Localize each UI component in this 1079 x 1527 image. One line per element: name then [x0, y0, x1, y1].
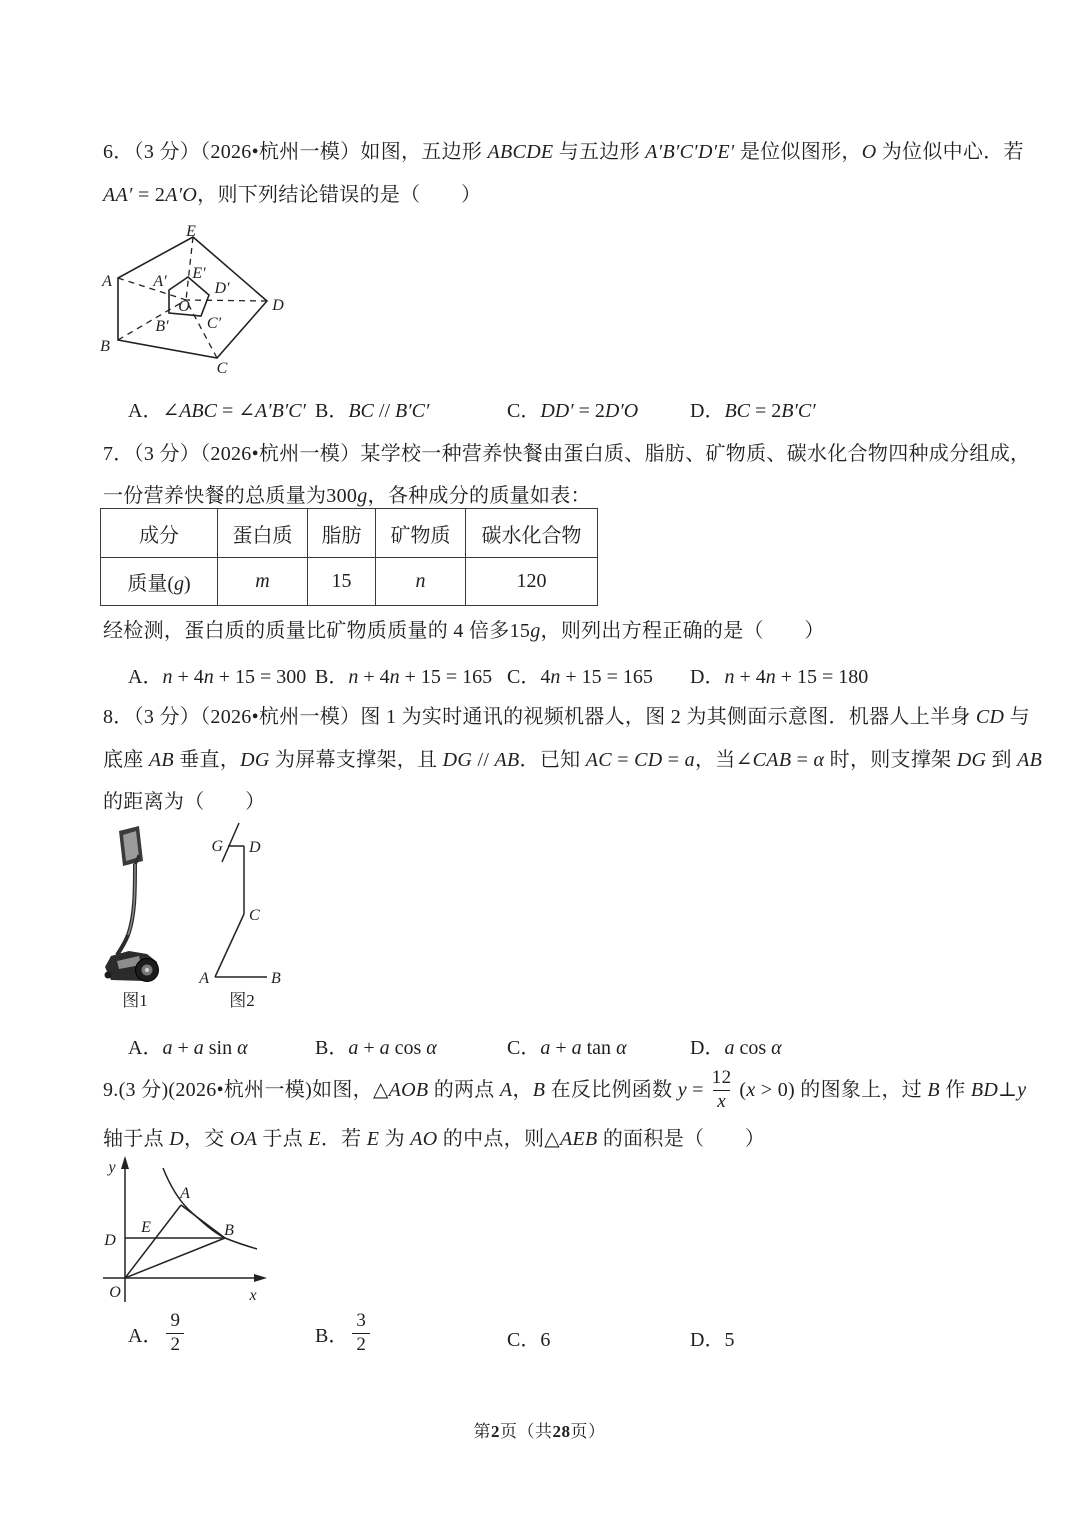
- text-segment: CD: [634, 749, 663, 771]
- q6-pentagon-figure: [90, 224, 290, 376]
- text-segment: a: [162, 1037, 173, 1059]
- text-segment: D．5: [690, 1329, 735, 1351]
- label-D: D: [104, 1232, 116, 1249]
- text-segment: B′C′: [395, 400, 430, 422]
- similarity-rays: [118, 237, 267, 358]
- text-segment: n: [724, 666, 735, 688]
- text-segment: n: [203, 666, 214, 688]
- q8-text-line1: [103, 704, 1030, 730]
- text-segment: 是位似图形，: [734, 141, 862, 163]
- q9-options-row: [0, 1308, 1079, 1366]
- text-segment: A′B′C′: [255, 400, 306, 422]
- text-segment: y: [677, 1079, 687, 1102]
- text-segment: g: [357, 485, 368, 507]
- text-segment: n: [348, 666, 359, 688]
- text-segment: AB: [148, 749, 174, 771]
- cell-fat-mass: [308, 558, 376, 606]
- label-y: y: [108, 1159, 116, 1176]
- text-segment: 为位似中心．若: [876, 141, 1024, 163]
- text-segment: +: [358, 1037, 380, 1059]
- text-segment: ，: [512, 1079, 533, 1102]
- text-segment: E: [308, 1128, 321, 1150]
- text-segment: D．: [690, 666, 725, 688]
- text-segment: +: [550, 1037, 572, 1059]
- text-segment: 于点: [257, 1128, 309, 1150]
- text-segment: B．: [315, 400, 349, 422]
- text-segment: tan: [581, 1037, 617, 1059]
- text-segment: α: [426, 1037, 437, 1059]
- caption-fig2: 图2: [229, 991, 255, 1010]
- q9-text-line1: [103, 1067, 1026, 1114]
- text-segment: AB: [1017, 749, 1043, 771]
- text-segment: 一份营养快餐的总质量为300: [103, 485, 358, 507]
- x-axis-arrow: [254, 1274, 267, 1282]
- q9-option-b: [315, 1310, 374, 1357]
- text-segment: 的两点: [428, 1079, 500, 1102]
- text-segment: (: [739, 1079, 747, 1102]
- text-segment: α: [771, 1037, 782, 1059]
- label-O: O: [178, 298, 190, 315]
- text-segment: A．: [128, 1037, 163, 1059]
- label-B: B: [271, 970, 281, 987]
- text-segment: > 0) 的图象上，过: [755, 1079, 928, 1102]
- header-mineral: 矿物质: [376, 509, 466, 558]
- text-segment: //: [472, 749, 495, 771]
- text-segment: //: [373, 400, 396, 422]
- text-segment: B: [927, 1079, 940, 1102]
- text-segment: D．: [690, 1037, 725, 1059]
- header-protein: 蛋白质: [218, 509, 308, 558]
- text-segment: A′O: [165, 184, 198, 206]
- text-segment: AOB: [388, 1079, 429, 1102]
- text-segment: DD′: [540, 400, 574, 422]
- text-segment: cos: [734, 1037, 772, 1059]
- text-segment: =: [686, 1079, 704, 1102]
- q7-options-row: [0, 660, 1079, 688]
- text-segment: 第: [473, 1422, 491, 1441]
- text-segment: a: [684, 749, 695, 771]
- text-segment: ，交: [183, 1128, 230, 1150]
- text-segment: AEB: [559, 1128, 598, 1150]
- q7-option-a: [128, 660, 306, 689]
- table-value-row: [101, 558, 598, 606]
- text-segment: m: [255, 570, 270, 592]
- robot-photo: [105, 826, 159, 982]
- q6-text-line1: [103, 139, 1024, 165]
- text-segment: cos: [389, 1037, 427, 1059]
- text-segment: 页）: [570, 1422, 606, 1441]
- text-segment: ⊥: [998, 1079, 1018, 1102]
- text-segment: ): [184, 573, 191, 595]
- text-segment: + 4: [734, 666, 766, 688]
- fraction-numerator: 3: [356, 1310, 366, 1331]
- text-segment: 15: [331, 570, 352, 592]
- q7-text-line1: [103, 441, 1030, 467]
- label-B: B: [100, 338, 110, 355]
- text-segment: 为屏幕支撑架，且: [269, 749, 443, 771]
- q9-option-a: [128, 1310, 188, 1357]
- axes: [103, 1160, 261, 1302]
- text-segment: 轴于点: [103, 1128, 170, 1150]
- text-segment: =: [791, 749, 814, 771]
- text-segment: BC: [348, 400, 374, 422]
- text-segment: 为: [379, 1128, 411, 1150]
- page-footer: [0, 1417, 1079, 1442]
- text-segment: a: [193, 1037, 204, 1059]
- label-B: B: [224, 1222, 234, 1239]
- text-segment: ，则下列结论错误的是（ ）: [197, 184, 482, 206]
- text-segment: + 4: [358, 666, 390, 688]
- label-A-prime: A′: [153, 273, 167, 290]
- text-segment: sin: [203, 1037, 238, 1059]
- text-segment: n: [550, 666, 561, 688]
- text-segment: + 15 = 165: [399, 666, 493, 688]
- text-segment: 底座: [103, 749, 149, 771]
- text-segment: 的面积是（ ）: [597, 1128, 766, 1150]
- text-segment: E: [366, 1128, 380, 1150]
- label-B-prime: B′: [155, 318, 169, 335]
- cell-protein-mass: [218, 558, 308, 606]
- text-segment: 质量(: [127, 573, 174, 595]
- text-segment: x: [746, 1079, 756, 1102]
- text-segment: ，各种成分的质量如表：: [367, 485, 591, 507]
- label-D-prime: D′: [214, 280, 230, 297]
- q7-option-c: [507, 660, 653, 689]
- label-O: O: [109, 1284, 121, 1301]
- text-segment: AO: [410, 1128, 438, 1150]
- q9-line1-part2: [739, 1077, 1026, 1103]
- q9-option-a-label: A．: [128, 1324, 163, 1347]
- text-segment: α: [237, 1037, 248, 1059]
- text-segment: n: [765, 666, 776, 688]
- text-segment: 时，则支撑架: [824, 749, 957, 771]
- text-segment: =: [662, 749, 685, 771]
- triangle-lines: [125, 1205, 225, 1278]
- outer-pentagon: [118, 237, 267, 358]
- text-segment: α: [616, 1037, 627, 1059]
- label-G: G: [211, 838, 223, 855]
- text-segment: + 15 = 300: [213, 666, 307, 688]
- text-segment: g: [174, 573, 184, 595]
- fraction-numerator: 9: [170, 1310, 180, 1331]
- q9-graph-figure: [85, 1152, 285, 1310]
- text-segment: a: [348, 1037, 359, 1059]
- text-segment: A′B′C′D′E′: [645, 141, 735, 163]
- text-segment: 7．（3 分）（2026•杭州一模）某学校一种营养快餐由蛋白质、脂肪、矿物质、碳水化合物四种成分组成，: [103, 443, 1031, 465]
- text-segment: AC: [585, 749, 612, 771]
- text-segment: B．: [315, 666, 349, 688]
- nutrition-table: [100, 508, 598, 606]
- text-segment: 作: [939, 1079, 971, 1102]
- text-segment: = 2: [573, 400, 605, 422]
- q9-line1-part1: [103, 1077, 704, 1103]
- text-segment: 到: [986, 749, 1018, 771]
- hyperbola-curve: [163, 1168, 257, 1249]
- text-segment: ．已知: [519, 749, 586, 771]
- q6-option-d: [690, 394, 816, 423]
- text-segment: BC: [724, 400, 751, 422]
- label-C: C: [249, 907, 260, 924]
- text-segment: 垂直，: [173, 749, 241, 771]
- label-A: A: [102, 273, 112, 290]
- text-segment: D．: [690, 400, 725, 422]
- text-segment: B′C′: [781, 400, 816, 422]
- q8-option-c: [507, 1031, 627, 1060]
- text-segment: B．: [315, 1037, 349, 1059]
- y-axis-arrow: [121, 1156, 129, 1169]
- text-segment: B: [532, 1079, 546, 1102]
- header-fat: 脂肪: [308, 509, 376, 558]
- q9-function-fraction: [708, 1067, 736, 1114]
- q9-option-b-label: B．: [315, 1324, 349, 1347]
- text-segment: = 2: [132, 184, 166, 206]
- text-segment: D: [169, 1128, 184, 1150]
- text-segment: A: [499, 1079, 513, 1102]
- text-segment: 6．（3 分）（2026•杭州一模）如图，五边形: [103, 141, 488, 163]
- text-segment: 页（共: [500, 1422, 553, 1441]
- label-A: A: [180, 1185, 190, 1202]
- text-segment: + 4: [172, 666, 204, 688]
- q9-option-c: [507, 1323, 550, 1352]
- text-segment: a: [379, 1037, 390, 1059]
- label-D: D: [272, 297, 284, 314]
- label-D: D: [249, 839, 261, 856]
- text-segment: OA: [229, 1128, 258, 1150]
- q9-text-line2: [103, 1126, 765, 1152]
- text-segment: 的中点，则△: [437, 1128, 560, 1150]
- text-segment: +: [172, 1037, 194, 1059]
- text-segment: α: [813, 749, 825, 771]
- text-segment: a: [571, 1037, 582, 1059]
- q8-text-line2: [103, 747, 1042, 773]
- q9-option-b-fraction: [352, 1310, 370, 1357]
- q8-options-row: [0, 1031, 1079, 1059]
- text-segment: y: [1017, 1079, 1027, 1102]
- text-segment: = 2: [750, 400, 782, 422]
- text-segment: C．: [507, 1037, 541, 1059]
- text-segment: ，则列出方程正确的是（ ）: [540, 620, 825, 642]
- text-segment: O: [861, 141, 877, 163]
- text-segment: g: [530, 620, 541, 642]
- text-segment: 在反比例函数: [545, 1079, 678, 1102]
- q9-option-d: [690, 1323, 734, 1352]
- header-component: 成分: [101, 509, 218, 558]
- text-segment: n: [389, 666, 400, 688]
- q6-option-b: [315, 394, 429, 423]
- text-segment: ABCDE: [487, 141, 554, 163]
- text-segment: a: [724, 1037, 735, 1059]
- q7-option-b: [315, 660, 492, 689]
- q7-text-line2: [103, 483, 591, 509]
- label-E-prime: E′: [192, 265, 206, 282]
- q6-option-c: [507, 394, 638, 423]
- q7-text-line3: [103, 618, 825, 644]
- text-segment: a: [540, 1037, 551, 1059]
- text-segment: A．∠: [128, 400, 180, 422]
- fraction-denominator: 2: [166, 1333, 184, 1357]
- text-segment: 与: [1004, 706, 1030, 728]
- text-segment: 28: [552, 1422, 571, 1441]
- fraction-denominator: x: [713, 1090, 730, 1114]
- caption-fig1: 图1: [122, 991, 148, 1010]
- q8-text-line3: [103, 789, 265, 815]
- label-E: E: [141, 1219, 151, 1236]
- text-segment: 经检测，蛋白质的质量比矿物质质量的 4 倍多15: [103, 620, 531, 642]
- text-segment: D′O: [604, 400, 639, 422]
- fraction-numerator: 12: [711, 1067, 732, 1088]
- q6-text-line2: [103, 182, 481, 208]
- text-segment: n: [415, 570, 426, 592]
- fraction-denominator: 2: [352, 1333, 370, 1357]
- text-segment: DG: [956, 749, 987, 771]
- q7-option-d: [690, 660, 868, 689]
- text-segment: DG: [442, 749, 473, 771]
- text-segment: + 15 = 165: [560, 666, 653, 688]
- text-segment: 120: [516, 570, 547, 592]
- label-C-prime: C′: [206, 315, 222, 332]
- q6-options-row: [0, 394, 1079, 422]
- text-segment: ．若: [320, 1128, 367, 1150]
- text-segment: ABC: [179, 400, 217, 422]
- cell-mass-label: [101, 558, 218, 606]
- text-segment: C．4: [507, 666, 551, 688]
- header-carbohydrate: 碳水化合物: [466, 509, 598, 558]
- q8-option-b: [315, 1031, 437, 1060]
- q8-figures: [95, 813, 315, 1013]
- text-segment: CAB: [752, 749, 792, 771]
- label-x: x: [249, 1287, 257, 1304]
- text-segment: n: [162, 666, 173, 688]
- text-segment: C．: [507, 400, 541, 422]
- text-segment: AA′: [103, 184, 133, 206]
- q8-option-a: [128, 1031, 248, 1060]
- text-segment: DG: [240, 749, 270, 771]
- text-segment: + 15 = 180: [775, 666, 869, 688]
- label-C: C: [216, 360, 228, 376]
- text-segment: CD: [975, 706, 1005, 728]
- q8-option-d: [690, 1031, 782, 1060]
- table-header-row: [101, 509, 598, 558]
- text-segment: 8．（3 分）（2026•杭州一模）图 1 为实时通讯的视频机器人，图 2 为其侧面示意图．机器人上半身: [103, 706, 976, 728]
- text-segment: ，当∠: [694, 749, 753, 771]
- q9-option-a-fraction: [166, 1310, 184, 1357]
- text-segment: 与五边形: [553, 141, 646, 163]
- text-segment: C．6: [507, 1329, 551, 1351]
- text-segment: =: [611, 749, 635, 771]
- label-A: A: [199, 970, 209, 987]
- text-segment: = ∠: [216, 400, 256, 422]
- label-E: E: [186, 224, 196, 240]
- cell-carb-mass: [466, 558, 598, 606]
- cell-mineral-mass: [376, 558, 466, 606]
- text-segment: 的距离为（ ）: [103, 791, 266, 813]
- text-segment: AB: [494, 749, 520, 771]
- text-segment: BD: [970, 1079, 999, 1102]
- text-segment: 2: [491, 1422, 500, 1441]
- text-segment: 9.(3 分)(2026•杭州一模)如图，△: [103, 1079, 389, 1102]
- text-segment: A．: [128, 666, 163, 688]
- q6-option-a: [128, 394, 306, 423]
